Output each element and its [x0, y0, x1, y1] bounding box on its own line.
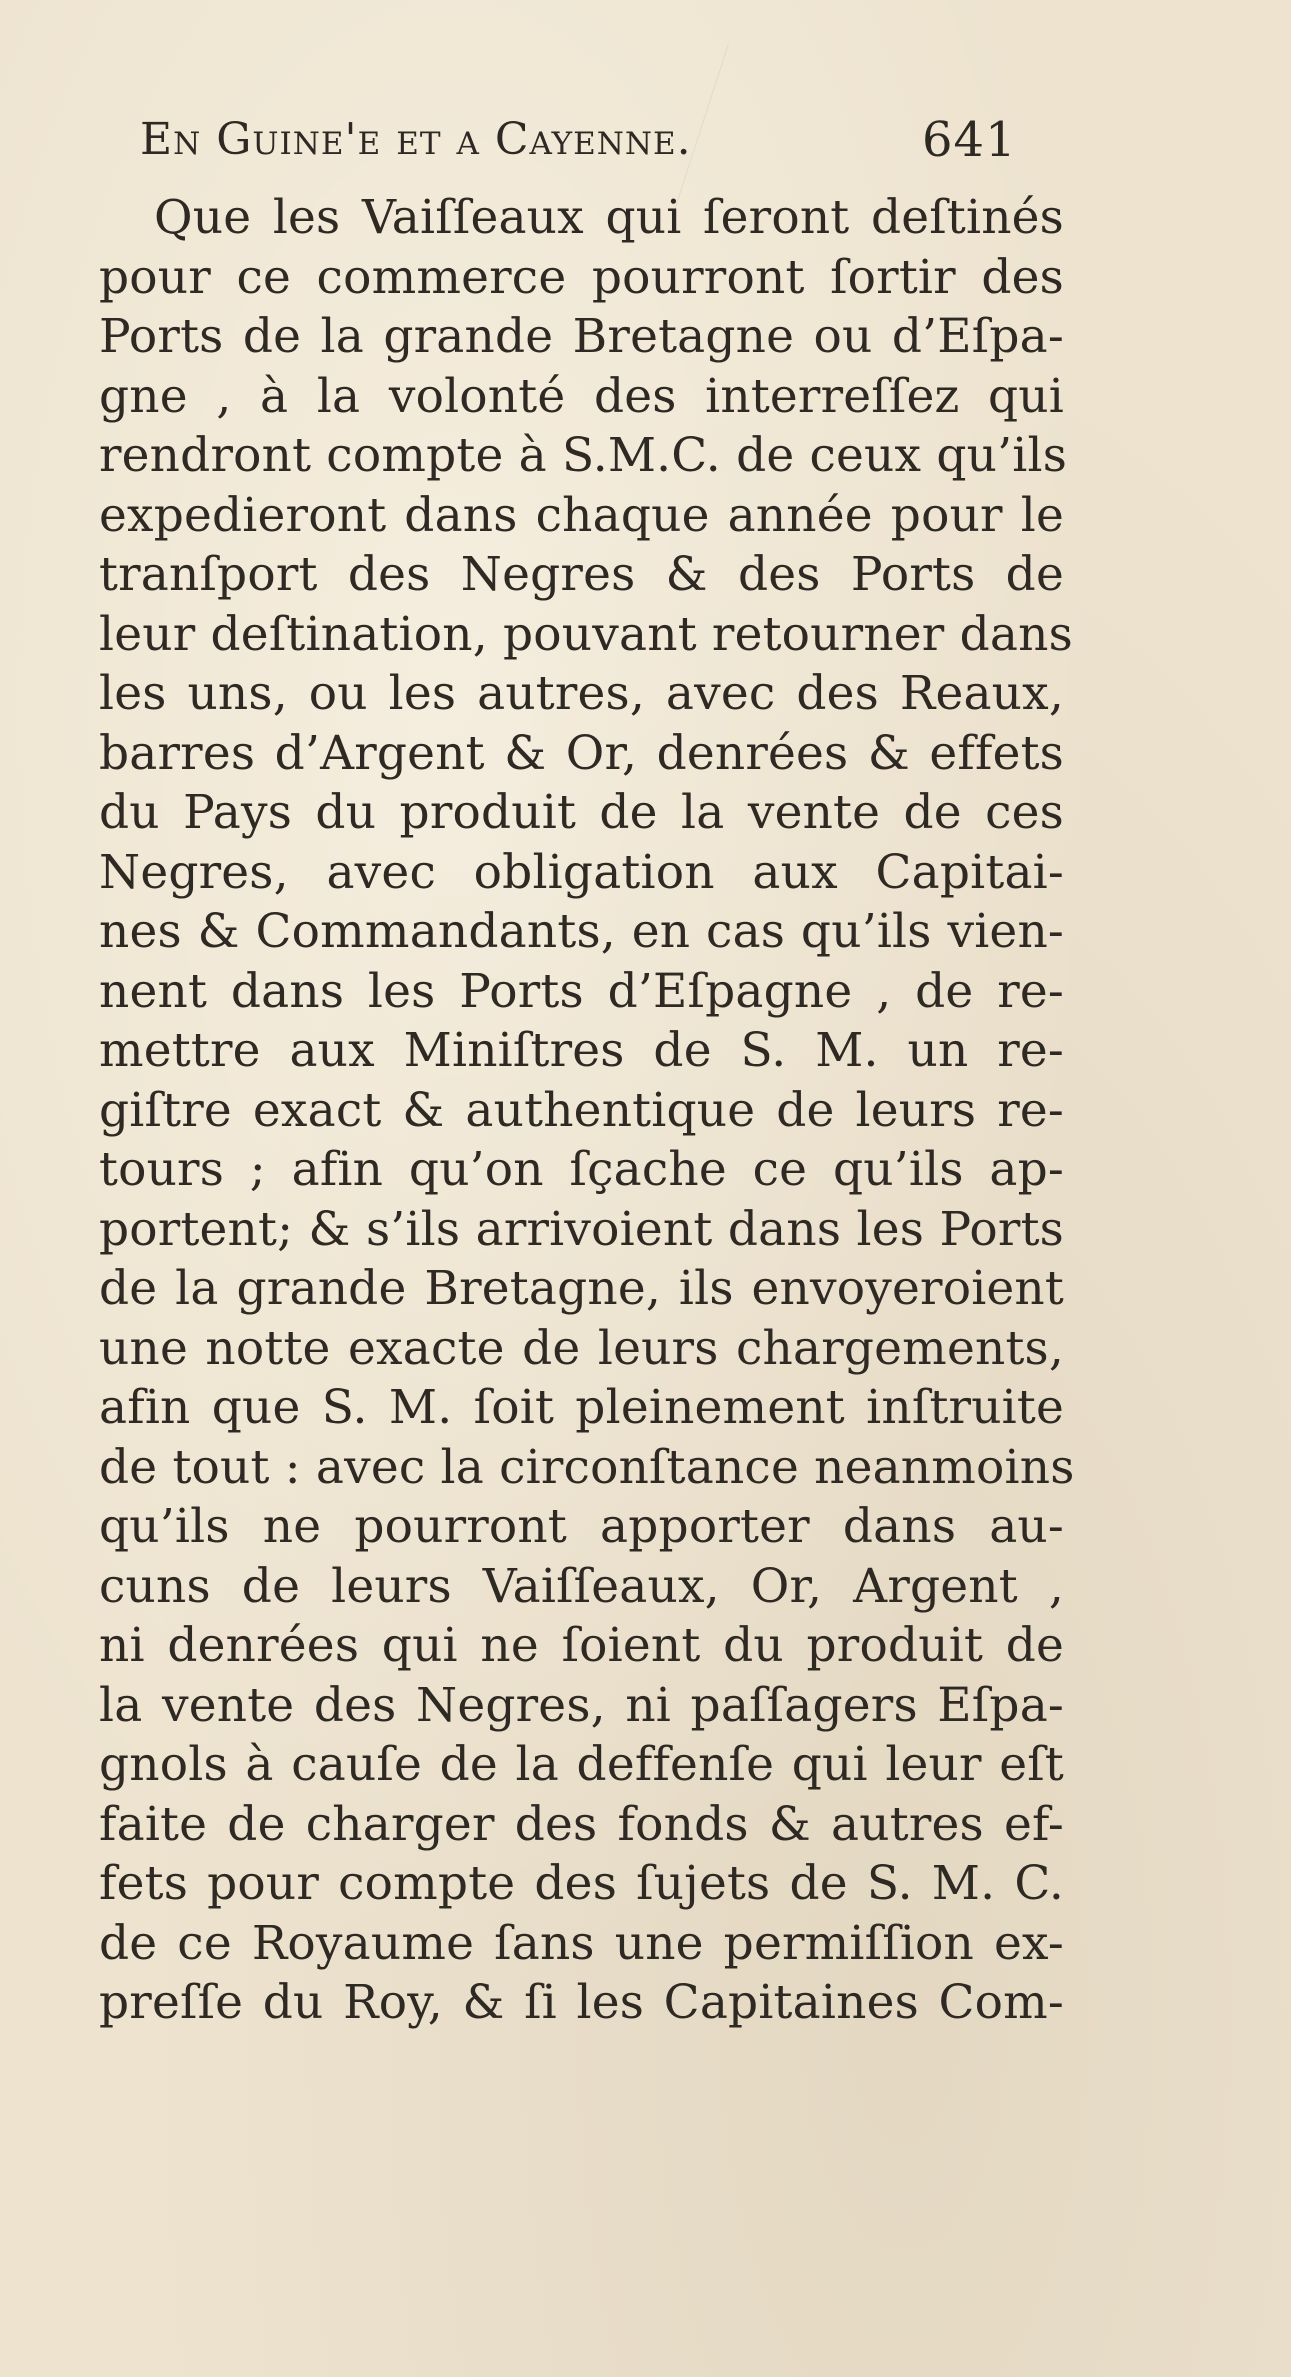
text-line: de ce Royaume ſans une permiſſion ex- — [99, 1915, 1064, 1971]
text-line: qu’ils ne pourront apporter dans au- — [99, 1499, 1064, 1554]
text-line: de la grande Bretagne, ils envoyeroient — [99, 1261, 1064, 1316]
text-line: giſtre exact & authentique de leurs re- — [99, 1082, 1064, 1138]
text-line: de tout : avec la circonſtance neanmoins — [99, 1439, 1075, 1495]
text-line: pour ce commerce pourront ſortir des — [99, 249, 1064, 305]
text-line: faite de charger des fonds & autres ef- — [99, 1796, 1064, 1852]
text-line: Que les Vaiſſeaux qui ſeront deſtinés — [154, 190, 1064, 245]
text-line: tours ; afin qu’on ſçache ce qu’ils ap- — [99, 1142, 1064, 1197]
text-line: nes & Commandants, en cas qu’ils vien- — [99, 904, 1064, 959]
text-line: une notte exacte de leurs chargements, — [99, 1320, 1064, 1376]
running-head-title: En Guine'e et a Cayenne. — [140, 114, 692, 165]
text-line: gnols à cauſe de la deffenſe qui leur eſt — [99, 1737, 1064, 1792]
text-line: tranſport des Negres & des Ports de — [99, 547, 1064, 602]
text-line: afin que S. M. ſoit pleinement inſtruite — [99, 1380, 1064, 1435]
text-line: barres d’Argent & Or, denrées & effets — [99, 725, 1064, 781]
text-line: du Pays du produit de la vente de ces — [99, 785, 1064, 840]
text-line: fets pour compte des ſujets de S. M. C. — [99, 1856, 1064, 1911]
text-line: nent dans les Ports d’Eſpagne , de re- — [99, 963, 1064, 1019]
text-line: les uns, ou les autres, avec des Reaux, — [99, 666, 1064, 721]
text-line: la vente des Negres, ni paſſagers Eſpa- — [99, 1677, 1064, 1733]
text-line: Ports de la grande Bretagne ou d’Eſpa- — [99, 309, 1064, 364]
text-line: Negres, avec obligation aux Capitai- — [99, 844, 1064, 900]
text-line: rendront compte à S.M.C. de ceux qu’ils — [99, 428, 1068, 483]
body-text — [99, 188, 1075, 2033]
page-number: 641 — [922, 112, 1017, 168]
text-line: expedieront dans chaque année pour le — [99, 487, 1064, 543]
text-line: portent; & s’ils arrivoient dans les Ports — [99, 1201, 1064, 1257]
text-line: mettre aux Miniſtres de S. M. un re- — [99, 1023, 1064, 1078]
text-line: preſſe du Roy, & ſi les Capitaines Com- — [99, 1975, 1064, 2030]
text-line: ni denrées qui ne ſoient du produit de — [99, 1618, 1064, 1673]
text-line: leur deſtination, pouvant retourner dans — [99, 606, 1073, 662]
text-line: gne , à la volonté des interreſſez qui — [99, 368, 1064, 424]
running-header — [140, 108, 1140, 172]
text-line: cuns de leurs Vaiſſeaux, Or, Argent , — [99, 1558, 1064, 1614]
